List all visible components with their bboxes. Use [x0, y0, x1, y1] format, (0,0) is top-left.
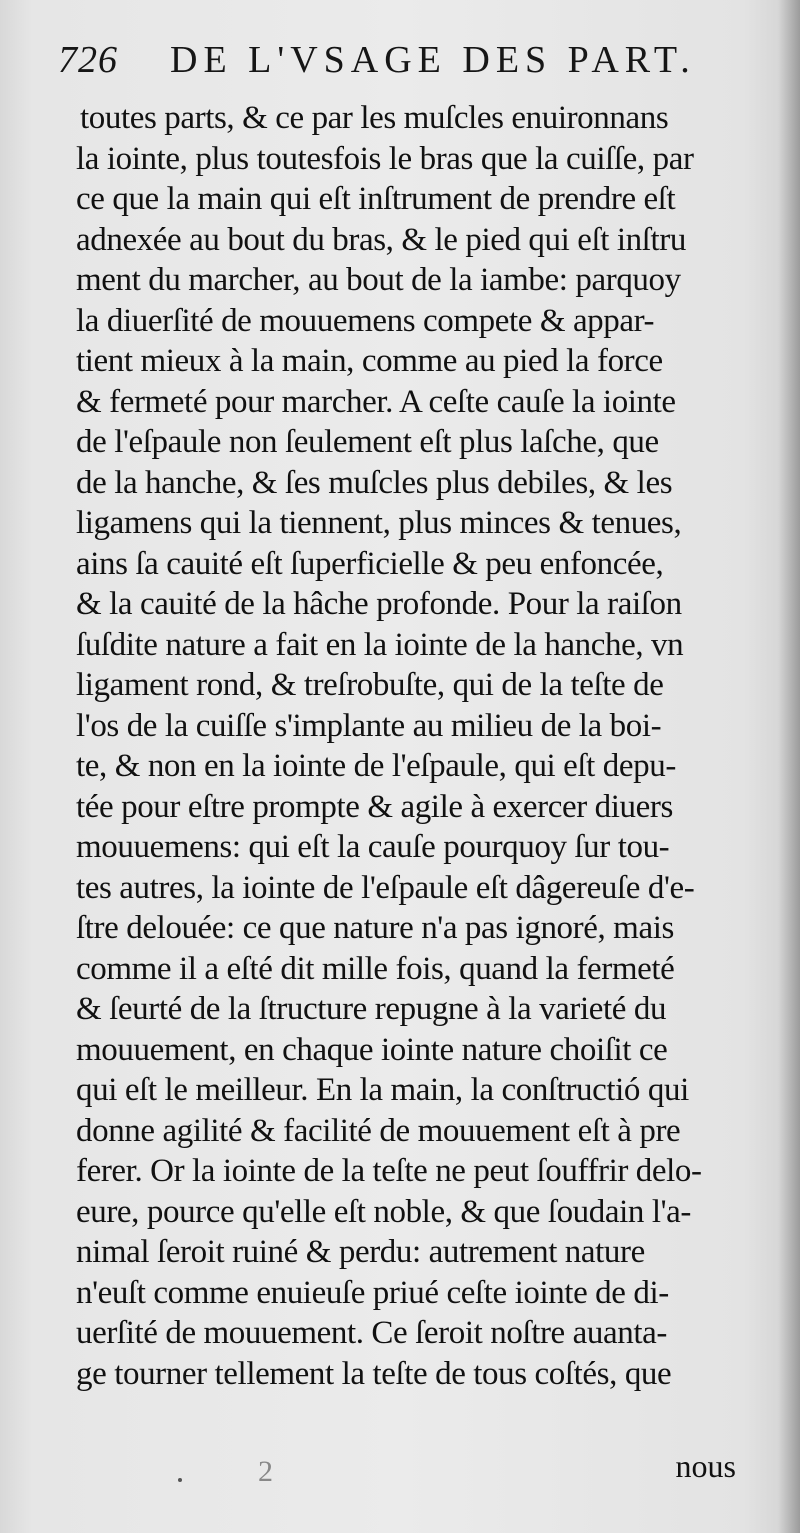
text-line: comme il a eſté dit mille fois, quand la fermeté [76, 950, 675, 987]
page-header [58, 38, 738, 88]
text-line: ment du marcher, au bout de la iambe: parquoy [76, 262, 681, 298]
text-line: de la hanche, & ſes muſcles plus debiles, & les [76, 464, 673, 501]
text-line: ce que la main qui eſt inſtrument de prendre eſt [76, 181, 676, 217]
text-line: mouuemens: qui eſt la cauſe pourquoy ſur tou- [76, 829, 670, 865]
text-line: te, & non en la iointe de l'eſpaule, qui eſt depu- [76, 748, 676, 784]
text-line: de l'eſpaule non ſeulement eſt plus laſche, que [76, 424, 659, 460]
text-line: ligamens qui la tiennent, plus minces & tenues, [76, 505, 682, 541]
text-line: & fermeté pour marcher. A ceſte cauſe la iointe [76, 383, 676, 420]
text-line: tient mieux à la main, comme au pied la force [76, 343, 663, 379]
text-line: la iointe, plus toutesfois le bras que la cuiſſe, par [76, 140, 694, 177]
catchword: nous [675, 1448, 736, 1484]
text-line: ge tourner tellement la teſte de tous coſtés, que [76, 1355, 672, 1392]
text-line: ſuſdite nature a fait en la iointe de la hanche, vn [76, 626, 684, 663]
text-line: adnexée au bout du bras, & le pied qui eſt inſtru [76, 221, 686, 258]
text-line: mouuement, en chaque iointe nature choiſit ce [76, 1031, 668, 1068]
text-line: eure, pource qu'elle eſt noble, & que ſoudain l'a- [76, 1193, 691, 1230]
text-line: tée pour eſtre prompte & agile à exercer diuers [76, 788, 673, 825]
running-title: DE L'VSAGE DES PART. [170, 39, 696, 81]
text-line: l'os de la cuiſſe s'implante au milieu de la boi- [76, 707, 662, 744]
text-line: nimal ſeroit ruiné & perdu: autrement nature [76, 1234, 645, 1270]
ink-speck [178, 1478, 182, 1482]
text-line: toutes parts, & ce par les muſcles enuironnans [80, 100, 669, 136]
body-text [76, 98, 756, 1394]
text-line: & la cauité de la hâche profonde. Pour la raiſon [76, 586, 682, 622]
text-line: la diuerſité de mouuemens compete & appar- [76, 302, 655, 339]
text-line: ferer. Or la iointe de la teſte ne peut ſouffrir delo- [76, 1153, 702, 1189]
page-number: 726 [58, 39, 118, 81]
text-line: uerſité de mouuement. Ce ſeroit noſtre auanta- [76, 1315, 667, 1351]
text-line: donne agilité & facilité de mouuement eſt à pre [76, 1112, 681, 1149]
text-line: ſtre delouée: ce que nature n'a pas ignoré, mais [76, 910, 674, 946]
page-edge-shadow [778, 0, 800, 1533]
text-line: n'euſt comme enuieuſe priué ceſte iointe de di- [76, 1274, 669, 1311]
text-line: & ſeurté de la ſtructure repugne à la varieté du [76, 991, 667, 1027]
text-line: qui eſt le meilleur. En la main, la conſtructió qui [76, 1072, 689, 1108]
faint-signature-mark: 2 [258, 1455, 273, 1488]
text-line: tes autres, la iointe de l'eſpaule eſt dâgereuſe d'e- [76, 869, 695, 906]
text-line: ligament rond, & treſrobuſte, qui de la teſte de [76, 667, 664, 703]
text-line: ains ſa cauité eſt ſuperficielle & peu enfoncée, [76, 545, 664, 582]
